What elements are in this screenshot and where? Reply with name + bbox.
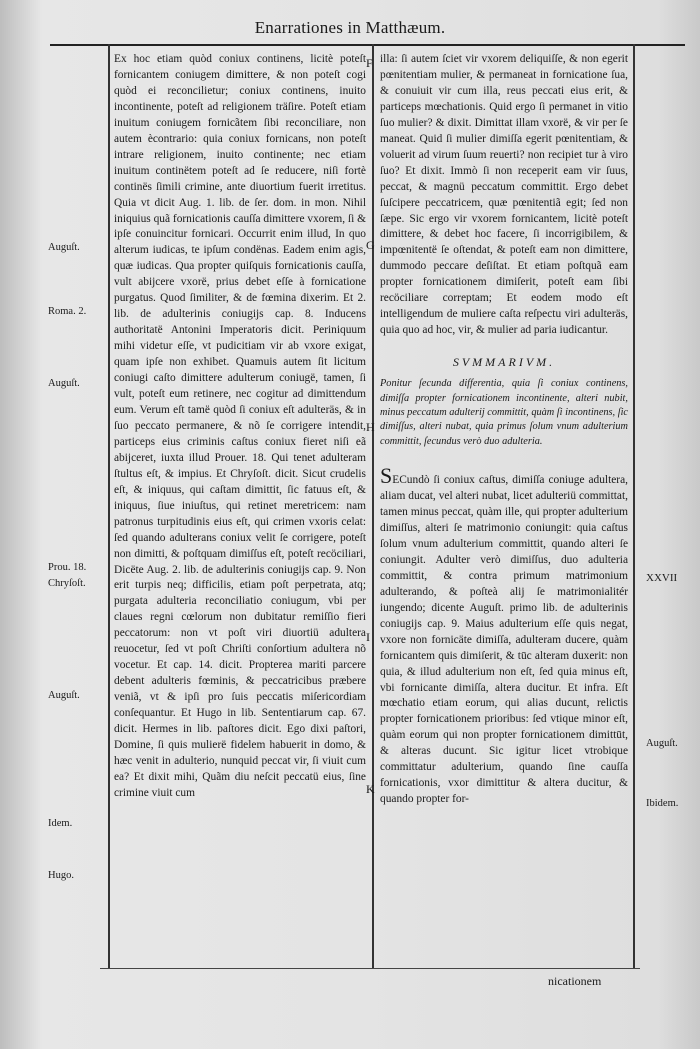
drop-cap: S	[380, 463, 393, 489]
summarium-heading: SVMMARIVM.	[452, 355, 556, 370]
margin-note-ibidem: Ibidem.	[646, 798, 679, 809]
column-divider-rule	[372, 44, 374, 969]
left-frame-rule	[108, 44, 110, 969]
margin-note-idem: Idem.	[48, 818, 73, 829]
margin-note-august-right: Auguſt.	[646, 738, 678, 749]
section-letter-h: H	[366, 420, 375, 434]
footer-rule	[100, 968, 640, 969]
margin-note-august-2: Auguſt.	[48, 378, 80, 389]
left-column-text: Ex hoc etiam quòd coniux continens, licitè poteſt fornicantem coniugem dimittere, & non poteſt cogi quòd ei reconcilietur; coniux continens, inuito incontinente, poteſt ad religionem träſire. Poteſt etiam inuitum coniugem fornicãtem ſibi reconciliare, non autem ècontrario: quia coniux fornicans, non poteſt intrare religionem, inuito continente; nec etiam inuitum continëtem poteſt ad ſe reducere, niſi fortè continës ſimili crimine, ante diuortium fuerit irretitus. Quia vt dicit Aug. 1. lib. de ſer. dom. in mon. Nihil iniquius quã fornicationis cauſſa dimittere vxorem, ſi & ipſe conuincitur fornicari. Occurrit enim illud, In quo alterum iudicas, te ipſum condënas. Eadem enim agis, quæ iudicas. Qua propter quiſquis fornicationis cauſſa, vult abijcere vxorë, prius debet eſſe à fornicatione purgatus. Quod ſimiliter, & de fœmina dixerim. Et 2. lib. de adulterinis coniugijs cap. 8. Inducens authoritatë Antonini Imperatoris dicit. Periniquum mihi videtur eſſe, vt pudicitiam vir ab vxore exigat, quam ipſe non exhibet. Quamuis autem ſit licitum coniugi caſto dimittere adulterum coniugë, tamen, ſi vult, poteſt eum retinere, nec cogitur ad dimittendum eum. Verum eſt tamë quòd ſi coniux eſt adulteräs, & in ſuo peccato permanere, & nõ ſe corrigere intendit, particeps eius criminis caſtus coniux fieret niſi eã abijceret, iuxta illud Prouer. 18. Qui tenet adulteram ſtultus eſt, & impius. Et Chryſoſt. dicit. Sicut crudelis eſt, & iniquus, qui caſtam dimittit, ſic fatuus eſt, & iniquus, ſiue iniuſtus, qui retinet meretricem: nam patronus turpitudinis eius eſt, qui crimen vxoris celat: ſed quando adulterans coniux velit ſe corrigere, poteſt non dimitti, & poſtquam dimiſſus eſt, poteſt recöciliari, Dicëte Aug. 2. lib. de adulterinis coniugijs cap. 9. Non erit turpis neq; difficilis, etiam poſt perpetrata, atq; purgata adulteria reconciliatio coniugum, vbi per claues regni cœlorum non dubitatur remiſſio fieri peccatorum: non vt poſt viri diuortiü adultera reuocetur, ſed vt poſt Chriſti conſortium adultera nõ vocetur. Et cap. 14. dicit. Propterea mariti parcere debent adulteris fœminis, & peccatricibus præbere veniã, vt & ipſi pro ſuis peccatis miſericordiam conſequantur. Et Hugo in lib. Sententiarum cap. 67. dicit. Hermes in lib. paſtores dicit. Ego dixi paſtori, Domine, ſi quis mulierë fidelem habuerit in domo, & hæc venit in adulterio, nunquid peccat vir, ſi viuit cum ea? Et dixit mihi, Quãm diu neſcit peccatü eius, ſine crimine viuit cum	[114, 53, 366, 799]
section-letter-f: F	[366, 56, 373, 70]
catchword: nicationem	[548, 974, 602, 988]
margin-note-hugo: Hugo.	[48, 870, 74, 881]
margin-note-august-1: Auguſt.	[48, 242, 80, 253]
right-column-top-text: illa: ſi autem ſciet vir vxorem deliquiſſe, & non egerit pœnitentiam mulier, & permaneat in fornicatione ſua, & conuiuit vir cum illa, reus peccati eius erit, & particeps mœchationis. Quid ergo ſi permanet in vitio ſuo mulier? & dixit. Dimittat illam vxorë, & vir per ſe maneat. Quid ſi mulier dimiſſa egerit pœnitentiam, & voluerit ad virum ſuum reuerti? non recipiet tur à viro ſuo? Et dixit. Immò ſi non receperit eam vir ſuus, peccat, & magnü peccatum committit. Ergo debet ſuſcipere peccatricem, quæ pœnitentiã egit; ſed non ſæpe. Sic ergo vir vxorem fornicantem, licitè poteſt dimittere, & debet hoc facere, ſi incorrigibilem, & impœnitentë ſe oſtendat, & poteſt eam non dimittere, dummodo peccare deſiſtat. Et etiam poſtquã eam propter fornicationem dimiſerit, poteſt eam ſibi recöciliare correptam; Et eodem modo eſt intelligendum de muliere caſta reſpectu viri adulteräs, quia quo ad hoc, vir, & mulier ad paria iudicantur.	[380, 53, 628, 337]
section-letter-g: G	[366, 238, 375, 252]
margin-note-xxvii: XXVII	[646, 572, 678, 584]
summarium-text: Ponitur ſecunda differentia, quia ſi coniux continens, dimiſſa propter fornicationem incontinente, alteri nubit, minus peccatum adulterij committit, quàm ſi incontinens, ſic dimiſſus, alteri nubat, quia primus ſolum vnum adulterium committit, ſecundus verò duo adulteria.	[380, 378, 628, 447]
running-head: Enarrationes in Matthæum.	[254, 18, 446, 37]
margin-note-august-3: Auguſt.	[48, 690, 80, 701]
margin-note-prou: Prou. 18.	[48, 562, 87, 573]
right-frame-rule	[633, 44, 635, 969]
right-column-bottom-paragraph	[380, 463, 628, 808]
right-column-bottom-text: ECundò ſi coniux caſtus, dimiſſa coniuge adultera, aliam ducat, vel alteri nubat, licet adulteriü committat, tamen minus peccat, quàm ille, qui propter adulterium dimiſſus, alteri ſe matrimonio coniungit: quia caſtus ſolum vnum adulterium committit, quando alteri ſe coniungit. Adulter verò dimiſſus, duo adulteria committit, & contra primum matrimonium adulterando, & poſteà alij ſe matrimonialitér iungendo; dicente Auguſt. primo lib. de adulterinis coniugijs cap. 9. Maius adulterium eſſe quis negat, vxore non fornicäte dimiſſa, adulteram ducere, quàm fornicantem quis dimiſerit, & tūc alteram duxerit: non quia, & illud adulterium non eſt, ſed quia minus eſt, vbi fornicante dimiſſa, altera ducitur. Et infra. Eſt mœchatio etiam eorum, qui alias ducunt, relictis propter fornicationem prioribus: ſed vtique minor eſt, quàm eorum qui non propter fornicationem dimittūt, & alteras ducunt. Sic igitur licet vtrobique committatur adulterium, quando ſine cauſſa fornicationis, vxor dimittitur & altera ducitur, & quando propter for-	[380, 474, 628, 806]
left-text-column	[114, 52, 366, 802]
section-letter-k: K	[366, 782, 375, 796]
margin-note-roma: Roma. 2.	[48, 306, 87, 317]
header-rule	[50, 44, 685, 46]
margin-note-chrysost: Chryſoſt.	[48, 578, 86, 589]
section-letter-i: I	[366, 630, 370, 644]
right-text-column	[380, 52, 628, 808]
